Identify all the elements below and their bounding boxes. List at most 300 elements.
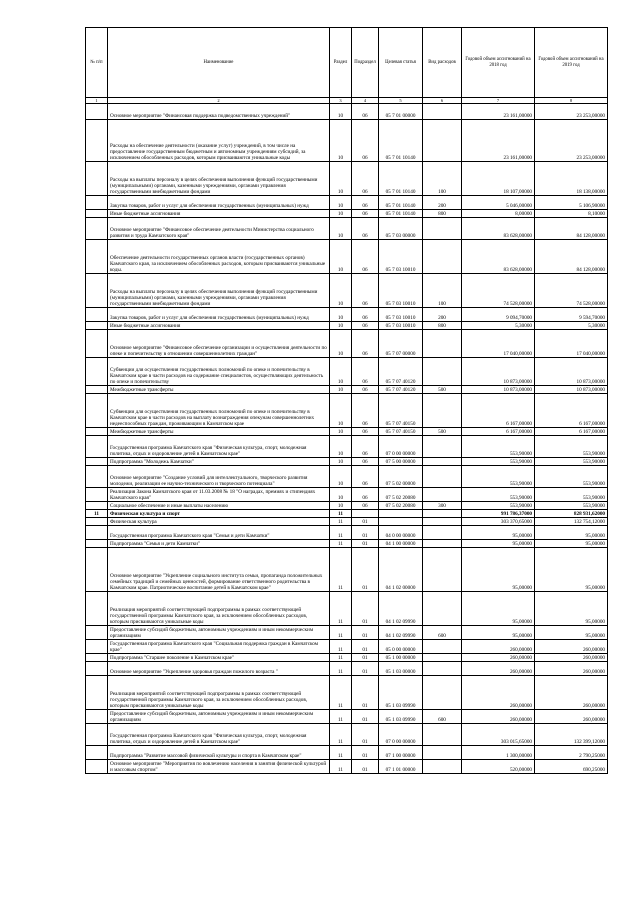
row-amount-2019: 95,00000	[535, 526, 608, 540]
row-amount-2018: 5,30000	[462, 322, 535, 330]
row-amount-2019: 95,00000	[535, 548, 608, 592]
row-amount-2019: 17 040,00000	[535, 330, 608, 358]
row-amount-2019: 5,30000	[535, 322, 608, 330]
row-section: 10	[330, 196, 352, 210]
row-number	[86, 654, 108, 662]
row-number	[86, 502, 108, 510]
header-expense-type: Вид расходов	[423, 28, 462, 98]
row-subsection: 01	[352, 640, 379, 654]
table-row	[86, 428, 608, 436]
row-amount-2019: 828 931,62000	[535, 510, 608, 518]
row-subsection: 06	[352, 386, 379, 394]
row-number	[86, 218, 108, 240]
row-target-item: 05 7 07 40120	[379, 358, 423, 386]
row-name: Иные бюджетные ассигнования	[108, 322, 330, 330]
row-name: Расходы на выплаты персоналу в целях обеспечения выполнения функций государственными (муниципальными) органами, казенными учреждениями, органами управления государственными внебюджетными фондами	[108, 274, 330, 308]
row-name: Подпрограмма "Молодежь Камчатки"	[108, 458, 330, 466]
row-target-item: 05 7 03 10010	[379, 240, 423, 274]
row-subsection: 01	[352, 760, 379, 774]
column-index: 6	[423, 98, 462, 104]
row-amount-2019: 132 754,12000	[535, 518, 608, 526]
row-subsection: 06	[352, 436, 379, 458]
row-number	[86, 240, 108, 274]
row-amount-2019: 553,90000	[535, 488, 608, 502]
table-row	[86, 662, 608, 676]
row-number	[86, 760, 108, 774]
table-row	[86, 746, 608, 760]
row-amount-2018: 8,00000	[462, 210, 535, 218]
row-subsection: 01	[352, 526, 379, 540]
row-amount-2019: 260,00000	[535, 640, 608, 654]
row-section: 10	[330, 458, 352, 466]
table-row	[86, 540, 608, 548]
row-number	[86, 162, 108, 196]
header-target-item: Целевая статья	[379, 28, 423, 98]
row-amount-2018: 303 015,65000	[462, 724, 535, 746]
row-number	[86, 746, 108, 760]
row-subsection: 06	[352, 104, 379, 120]
row-subsection: 06	[352, 196, 379, 210]
row-target-item: 04 1 02 00000	[379, 548, 423, 592]
row-target-item: 05 7 07 40120	[379, 386, 423, 394]
row-amount-2018: 991 786,37000	[462, 510, 535, 518]
row-expense-type	[423, 330, 462, 358]
table-row	[86, 526, 608, 540]
row-name: Реализация Закона Камчатского края от 11.03.2008 № 18 "О наградах, премиях и стипендиях Камчатского края"	[108, 488, 330, 502]
header-amount-2018: Годовой объем ассигнований на 2018 год	[462, 28, 535, 98]
budget-table	[85, 27, 608, 774]
row-section: 11	[330, 676, 352, 710]
row-target-item: 07 5 00 00000	[379, 458, 423, 466]
column-index: 3	[330, 98, 352, 104]
row-number	[86, 428, 108, 436]
row-amount-2018: 5 046,00000	[462, 196, 535, 210]
row-expense-type	[423, 676, 462, 710]
row-target-item: 05 0 00 00000	[379, 640, 423, 654]
table-row	[86, 548, 608, 592]
row-target-item: 05 7 07 40150	[379, 394, 423, 428]
row-section: 11	[330, 548, 352, 592]
row-expense-type: 200	[423, 308, 462, 322]
row-subsection: 06	[352, 240, 379, 274]
row-section: 10	[330, 436, 352, 458]
row-amount-2019: 132 399,12000	[535, 724, 608, 746]
row-subsection: 06	[352, 218, 379, 240]
row-target-item: 05 7 01 00000	[379, 104, 423, 120]
row-section: 10	[330, 386, 352, 394]
row-target-item: 07 1 01 00000	[379, 760, 423, 774]
row-amount-2018: 23 161,00000	[462, 104, 535, 120]
row-amount-2018: 553,90000	[462, 436, 535, 458]
row-amount-2019: 690,25000	[535, 760, 608, 774]
row-expense-type: 100	[423, 274, 462, 308]
row-subsection: 06	[352, 466, 379, 488]
row-section: 10	[330, 394, 352, 428]
row-subsection: 06	[352, 358, 379, 386]
table-body	[86, 104, 608, 774]
row-name: Основное мероприятие "Мероприятия по вовлечению населения в занятия физической культурой и массовым спортом"	[108, 760, 330, 774]
row-target-item: 05 7 03 10010	[379, 322, 423, 330]
table-row	[86, 274, 608, 308]
row-section: 10	[330, 488, 352, 502]
header-amount-2019: Годовой объем ассигнований на 2019 год	[535, 28, 608, 98]
row-number	[86, 540, 108, 548]
row-name: Субвенции для осуществления государственных полномочий по опеке и попечительству в Камчатском крае в части расходов на содержание специалистов, осуществляющих деятельность по опеке и попечительству	[108, 358, 330, 386]
row-expense-type	[423, 218, 462, 240]
row-number	[86, 210, 108, 218]
row-amount-2019: 6 167,00000	[535, 428, 608, 436]
row-amount-2019: 260,00000	[535, 662, 608, 676]
row-amount-2019: 2 790,25000	[535, 746, 608, 760]
row-expense-type	[423, 458, 462, 466]
table-row	[86, 120, 608, 162]
row-target-item: 05 7 03 10010	[379, 308, 423, 322]
row-subsection	[352, 510, 379, 518]
header-name: Наименование	[108, 28, 330, 98]
row-amount-2018: 17 040,00000	[462, 330, 535, 358]
row-section: 11	[330, 710, 352, 724]
table-row	[86, 466, 608, 488]
row-subsection: 01	[352, 592, 379, 626]
row-section: 11	[330, 626, 352, 640]
row-amount-2018: 6 167,00000	[462, 428, 535, 436]
row-subsection: 06	[352, 210, 379, 218]
row-amount-2018: 10 873,00000	[462, 386, 535, 394]
row-expense-type	[423, 760, 462, 774]
column-index: 1	[86, 98, 108, 104]
row-section: 10	[330, 466, 352, 488]
table-row	[86, 386, 608, 394]
row-number	[86, 436, 108, 458]
row-amount-2019: 553,90000	[535, 436, 608, 458]
row-number	[86, 640, 108, 654]
row-number	[86, 386, 108, 394]
table-row	[86, 210, 608, 218]
row-section: 11	[330, 640, 352, 654]
row-section: 10	[330, 120, 352, 162]
row-expense-type	[423, 240, 462, 274]
row-number	[86, 526, 108, 540]
row-amount-2018: 18 107,00000	[462, 162, 535, 196]
row-expense-type: 500	[423, 428, 462, 436]
row-section: 10	[330, 428, 352, 436]
row-name: Государственная программа Камчатского края "Социальная поддержка граждан в Камчатском крае"	[108, 640, 330, 654]
row-amount-2019: 95,00000	[535, 540, 608, 548]
row-name: Основное мероприятие "Финансовое обеспечение организации и осуществления деятельности по опеке и попечительству в отношении совершеннолетних граждан"	[108, 330, 330, 358]
table-row	[86, 162, 608, 196]
row-section: 10	[330, 210, 352, 218]
row-name: Основное мероприятие "Укрепление социального института семьи, пропаганда положительных семейных традиций и семейных ценностей, формирование ответственного родительства в Камчатском крае. Патриотическое воспитание детей в Камчатском крае"	[108, 548, 330, 592]
row-amount-2018: 260,00000	[462, 710, 535, 724]
row-subsection: 06	[352, 428, 379, 436]
row-name: Предоставление субсидий бюджетным, автономным учреждениям и иным некоммерческим организациям	[108, 626, 330, 640]
row-amount-2018: 260,00000	[462, 654, 535, 662]
table-row	[86, 240, 608, 274]
row-expense-type	[423, 518, 462, 526]
table-row	[86, 394, 608, 428]
row-target-item: 05 7 01 10140	[379, 120, 423, 162]
row-amount-2019: 95,00000	[535, 592, 608, 626]
row-amount-2019: 84 128,00000	[535, 240, 608, 274]
row-expense-type	[423, 436, 462, 458]
header-subsection: Подраздел	[352, 28, 379, 98]
row-name: Физическая культура	[108, 518, 330, 526]
row-name: Государственная программа Камчатского края "Физическая культура, спорт, молодежная политика, отдых и оздоровление детей в Камчатском крае"	[108, 724, 330, 746]
header-section: Раздел	[330, 28, 352, 98]
row-expense-type	[423, 526, 462, 540]
row-subsection: 06	[352, 308, 379, 322]
row-name: Иные бюджетные ассигнования	[108, 210, 330, 218]
row-expense-type	[423, 358, 462, 386]
row-target-item: 04 1 00 00000	[379, 540, 423, 548]
row-amount-2019: 553,90000	[535, 502, 608, 510]
row-amount-2018: 95,00000	[462, 526, 535, 540]
row-expense-type	[423, 662, 462, 676]
row-target-item: 07 5 02 20080	[379, 488, 423, 502]
row-section: 10	[330, 274, 352, 308]
row-target-item: 07 0 00 00000	[379, 436, 423, 458]
row-name: Субвенции для осуществления государственных полномочий по опеке и попечительству в Камчатском крае в части расходов на выплату вознаграждения опекунам совершеннолетних недееспособных граждан, проживающим в Камчатском крае	[108, 394, 330, 428]
row-target-item: 05 7 07 00000	[379, 330, 423, 358]
row-number	[86, 308, 108, 322]
row-number	[86, 466, 108, 488]
row-expense-type: 600	[423, 710, 462, 724]
table-row	[86, 724, 608, 746]
row-section: 11	[330, 746, 352, 760]
row-section: 11	[330, 592, 352, 626]
row-number: 11	[86, 510, 108, 518]
row-amount-2019: 23 253,00000	[535, 120, 608, 162]
row-name: Социальное обеспечение и иные выплаты населению	[108, 502, 330, 510]
row-name: Основное мероприятие "Финансовая поддержка подведомственных учреждений"	[108, 104, 330, 120]
row-expense-type	[423, 592, 462, 626]
row-name: Государственная программа Камчатского края "Физическая культура, спорт, молодежная политика, отдых и оздоровление детей в Камчатском крае"	[108, 436, 330, 458]
row-number	[86, 458, 108, 466]
table-row	[86, 592, 608, 626]
row-section: 11	[330, 654, 352, 662]
row-amount-2019: 10 873,00000	[535, 386, 608, 394]
row-expense-type	[423, 724, 462, 746]
row-name: Подпрограмма "Развитие массовой физической культуры и спорта в Камчатском крае"	[108, 746, 330, 760]
row-amount-2018: 83 628,00000	[462, 218, 535, 240]
row-amount-2018: 6 167,00000	[462, 394, 535, 428]
row-amount-2019: 9 594,70000	[535, 308, 608, 322]
row-amount-2019: 260,00000	[535, 676, 608, 710]
table-row	[86, 358, 608, 386]
row-target-item: 05 7 01 10140	[379, 162, 423, 196]
row-target-item: 05 7 01 10140	[379, 210, 423, 218]
row-amount-2018: 553,90000	[462, 502, 535, 510]
row-expense-type: 200	[423, 196, 462, 210]
row-name: Государственная программа Камчатского края "Семья и дети Камчатки"	[108, 526, 330, 540]
row-expense-type: 600	[423, 626, 462, 640]
column-index: 5	[379, 98, 423, 104]
row-amount-2019: 6 167,00000	[535, 394, 608, 428]
table-row	[86, 436, 608, 458]
row-target-item: 07 5 02 20080	[379, 502, 423, 510]
row-amount-2019: 23 253,00000	[535, 104, 608, 120]
column-index: 2	[108, 98, 330, 104]
table-row	[86, 502, 608, 510]
table-row	[86, 510, 608, 518]
row-subsection: 06	[352, 458, 379, 466]
row-section: 11	[330, 526, 352, 540]
row-section: 10	[330, 358, 352, 386]
row-amount-2018: 95,00000	[462, 592, 535, 626]
row-amount-2018: 9 094,70000	[462, 308, 535, 322]
row-target-item: 07 1 00 00000	[379, 746, 423, 760]
header-number: № п/п	[86, 28, 108, 98]
row-expense-type	[423, 488, 462, 502]
row-number	[86, 626, 108, 640]
table-row	[86, 654, 608, 662]
row-target-item: 05 7 03 10010	[379, 274, 423, 308]
table-row	[86, 458, 608, 466]
table-row	[86, 676, 608, 710]
row-target-item: 05 1 03 09990	[379, 710, 423, 724]
row-amount-2018: 520,00000	[462, 760, 535, 774]
row-expense-type	[423, 654, 462, 662]
row-number	[86, 104, 108, 120]
row-name: Реализация мероприятий соответствующей подпрограммы в рамках соответствующей государственной программы Камчатского края, за исключением обособленных расходов, которым присваиваются уникальные коды	[108, 676, 330, 710]
row-subsection: 06	[352, 120, 379, 162]
row-target-item	[379, 510, 423, 518]
row-name: Расходы на обеспечение деятельности (оказание услуг) учреждений, в том числе на предоставление государственным бюджетным и автономным учреждениям субсидий, за исключением обособленных расходов, которым присваиваются уникальные коды	[108, 120, 330, 162]
row-target-item: 07 5 02 00000	[379, 466, 423, 488]
table-row	[86, 104, 608, 120]
row-amount-2018: 10 873,00000	[462, 358, 535, 386]
row-number	[86, 394, 108, 428]
row-target-item: 04 1 02 09990	[379, 626, 423, 640]
row-expense-type: 800	[423, 210, 462, 218]
row-section: 10	[330, 330, 352, 358]
row-subsection: 01	[352, 518, 379, 526]
row-subsection: 06	[352, 488, 379, 502]
column-index: 7	[462, 98, 535, 104]
row-amount-2018: 303 370,65000	[462, 518, 535, 526]
row-name: Межбюджетные трансферты	[108, 428, 330, 436]
table-row	[86, 488, 608, 502]
row-number	[86, 710, 108, 724]
table-header-row	[86, 28, 608, 98]
row-subsection: 01	[352, 654, 379, 662]
row-name: Предоставление субсидий бюджетным, автономным учреждениям и иным некоммерческим организациям	[108, 710, 330, 724]
row-number	[86, 274, 108, 308]
row-section: 10	[330, 218, 352, 240]
row-expense-type: 800	[423, 322, 462, 330]
row-name: Физическая культура и спорт	[108, 510, 330, 518]
table-row	[86, 518, 608, 526]
row-section: 11	[330, 662, 352, 676]
row-section: 11	[330, 760, 352, 774]
row-amount-2018: 95,00000	[462, 548, 535, 592]
row-subsection: 06	[352, 330, 379, 358]
row-amount-2019: 8,10000	[535, 210, 608, 218]
row-expense-type	[423, 640, 462, 654]
row-name: Основное мероприятие "Укрепление здоровья граждан пожилого возраста "	[108, 662, 330, 676]
row-target-item: 05 1 03 00000	[379, 662, 423, 676]
row-subsection: 01	[352, 746, 379, 760]
row-name: Подпрограмма "Старшее поколение в Камчатском крае"	[108, 654, 330, 662]
row-number	[86, 676, 108, 710]
row-number	[86, 330, 108, 358]
row-number	[86, 724, 108, 746]
row-amount-2018: 260,00000	[462, 676, 535, 710]
table-row	[86, 308, 608, 322]
row-section: 11	[330, 518, 352, 526]
row-subsection: 06	[352, 162, 379, 196]
row-expense-type	[423, 540, 462, 548]
row-amount-2019: 553,90000	[535, 458, 608, 466]
row-name: Расходы на выплаты персоналу в целях обеспечения выполнения функций государственными (муниципальными) органами, казенными учреждениями, органами управления государственными внебюджетными фондами	[108, 162, 330, 196]
row-section: 11	[330, 540, 352, 548]
row-name: Реализация мероприятий соответствующей подпрограммы в рамках соответствующей государственной программы Камчатского края, за исключением обособленных расходов, которым присваиваются уникальные коды	[108, 592, 330, 626]
table-row	[86, 640, 608, 654]
row-subsection: 06	[352, 394, 379, 428]
column-index: 8	[535, 98, 608, 104]
row-section: 10	[330, 308, 352, 322]
row-expense-type	[423, 394, 462, 428]
row-subsection: 06	[352, 322, 379, 330]
row-target-item: 04 1 02 09990	[379, 592, 423, 626]
row-amount-2019: 95,00000	[535, 626, 608, 640]
row-amount-2018: 23 161,00000	[462, 120, 535, 162]
row-name: Закупка товаров, работ и услуг для обеспечения государственных (муниципальных) нужд	[108, 308, 330, 322]
row-target-item: 05 7 01 10140	[379, 196, 423, 210]
row-expense-type: 300	[423, 502, 462, 510]
row-number	[86, 358, 108, 386]
row-section: 10	[330, 104, 352, 120]
row-subsection: 01	[352, 626, 379, 640]
row-subsection: 06	[352, 274, 379, 308]
row-amount-2019: 260,00000	[535, 654, 608, 662]
row-subsection: 01	[352, 662, 379, 676]
row-section: 11	[330, 510, 352, 518]
row-amount-2018: 95,00000	[462, 626, 535, 640]
row-subsection: 01	[352, 540, 379, 548]
row-number	[86, 120, 108, 162]
row-amount-2018: 95,00000	[462, 540, 535, 548]
row-amount-2019: 84 128,00000	[535, 218, 608, 240]
row-expense-type	[423, 746, 462, 760]
row-target-item: 05 1 03 09990	[379, 676, 423, 710]
row-number	[86, 548, 108, 592]
table-row	[86, 710, 608, 724]
row-amount-2018: 260,00000	[462, 662, 535, 676]
row-amount-2019: 74 528,00000	[535, 274, 608, 308]
row-section: 10	[330, 322, 352, 330]
row-subsection: 01	[352, 676, 379, 710]
row-amount-2019: 260,00000	[535, 710, 608, 724]
column-index: 4	[352, 98, 379, 104]
row-name: Основное мероприятие "Создание условий для интеллектуального, творческого развития молодежи, реализации ее научно-технического и творческого потенциала"	[108, 466, 330, 488]
table-row	[86, 196, 608, 210]
row-number	[86, 322, 108, 330]
row-expense-type	[423, 466, 462, 488]
row-section: 10	[330, 162, 352, 196]
table-row	[86, 760, 608, 774]
row-amount-2019: 18 138,00000	[535, 162, 608, 196]
row-amount-2019: 10 873,00000	[535, 358, 608, 386]
row-name: Межбюджетные трансферты	[108, 386, 330, 394]
row-subsection: 01	[352, 724, 379, 746]
row-name: Обеспечение деятельности государственных органов власти (государственных органов) Камчатского края, за исключением обособленных расходов, которым присваиваются уникальные коды.	[108, 240, 330, 274]
table-row	[86, 626, 608, 640]
row-section: 10	[330, 240, 352, 274]
table-row	[86, 330, 608, 358]
row-amount-2019: 553,90000	[535, 466, 608, 488]
row-expense-type: 500	[423, 386, 462, 394]
